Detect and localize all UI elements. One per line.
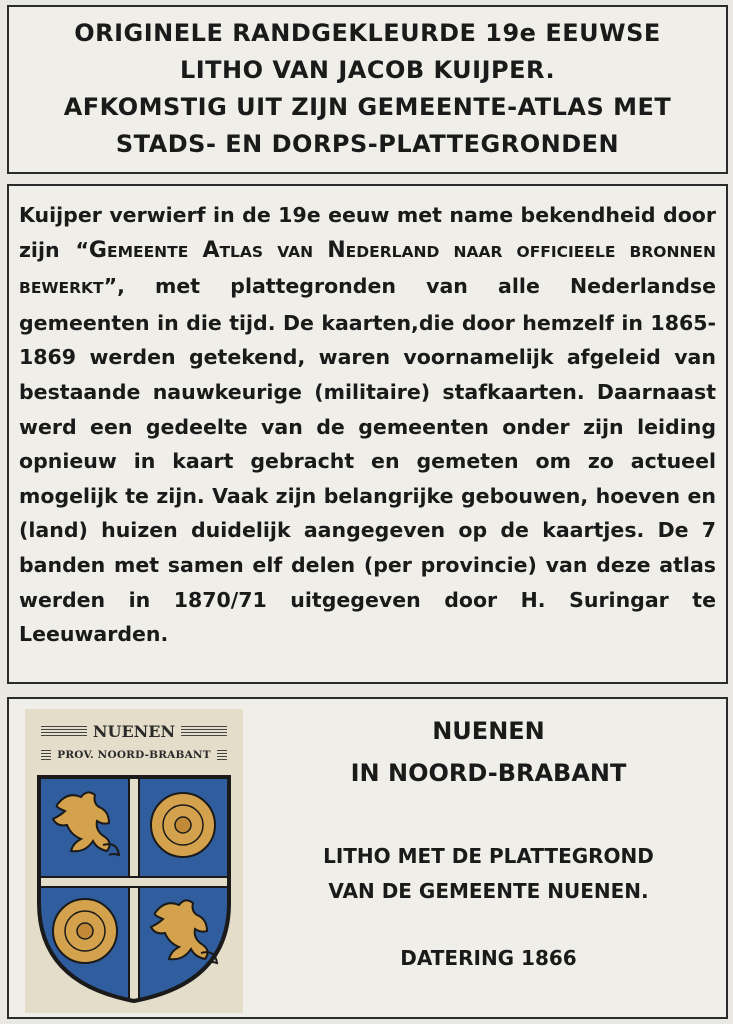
- info-box: [7, 697, 728, 1019]
- crest-name: NUENEN: [92, 721, 176, 741]
- shield-pale: [129, 773, 139, 1005]
- shield-fess: [35, 877, 233, 887]
- hatch-decoration: [217, 750, 227, 760]
- title-box: [7, 5, 728, 174]
- description-box: [7, 184, 728, 684]
- hatch-decoration: [181, 726, 227, 736]
- description-rest: ”, met plattegronden van alle Nederlandse gemeenten in die tijd. De kaarten,die door hemzelf in 1865-1869 werden getekend, waren voornamelijk afgeleid van bestaande nauwkeurige (militaire) stafkaarten. Daarnaast werd een gedeelte van de gemeenten onder zijn leiding opnieuw in kaart gebracht en gemeten om zo actueel mogelijk te zijn. Vaak zijn belangrijke gebouwen, hoeven en (land) huizen duidelijk aangegeven op de kaartjes. De 7 banden met samen elf delen (per provincie) van deze atlas werden in 1870/71 uitgegeven door H. Suringar te Leeuwarden.: [19, 274, 716, 647]
- rose-icon: [53, 899, 117, 963]
- rose-icon: [151, 793, 215, 857]
- coat-of-arms-panel: [25, 709, 243, 1013]
- atlas-title-initial: N: [327, 237, 346, 263]
- description-line: VAN DE GEMEENTE NUENEN.: [328, 879, 649, 903]
- dating-text: DATERING 1866: [400, 946, 577, 970]
- hatch-decoration: [41, 726, 87, 736]
- province-name: IN NOORD-BRABANT: [350, 759, 627, 787]
- title-line: ORIGINELE RANDGEKLEURDE 19e EEUWSE: [74, 19, 661, 47]
- crest-province: PROV. NOORD-BRABANT: [57, 749, 211, 761]
- title-line: LITHO VAN JACOB KUIJPER.: [179, 56, 556, 84]
- atlas-title-initial: G: [88, 237, 107, 263]
- atlas-title-part: TLAS VAN: [219, 242, 328, 261]
- place-name: NUENEN: [432, 717, 545, 745]
- crest-name-banner: [35, 721, 233, 741]
- atlas-title-initial: A: [202, 237, 220, 263]
- atlas-title-part: EDERLAND NAAR OFFICIEELE BRONNEN BEWERKT: [19, 242, 716, 298]
- title-text: [9, 15, 726, 163]
- hatch-decoration: [41, 750, 51, 760]
- shield-icon: [35, 773, 233, 1005]
- description-lead: Kuijper verwierf in de 19e eeuw met name bekendheid door zijn “: [19, 203, 716, 262]
- atlas-title-part: EMEENTE: [106, 242, 203, 261]
- crest-province-banner: [35, 745, 233, 765]
- description-paragraph: [19, 198, 716, 652]
- title-line: STADS- EN DORPS-PLATTEGRONDEN: [115, 130, 620, 158]
- info-text-column: [255, 699, 722, 1017]
- description-line: LITHO MET DE PLATTEGROND: [323, 844, 654, 868]
- title-line: AFKOMSTIG UIT ZIJN GEMEENTE-ATLAS MET: [63, 93, 672, 121]
